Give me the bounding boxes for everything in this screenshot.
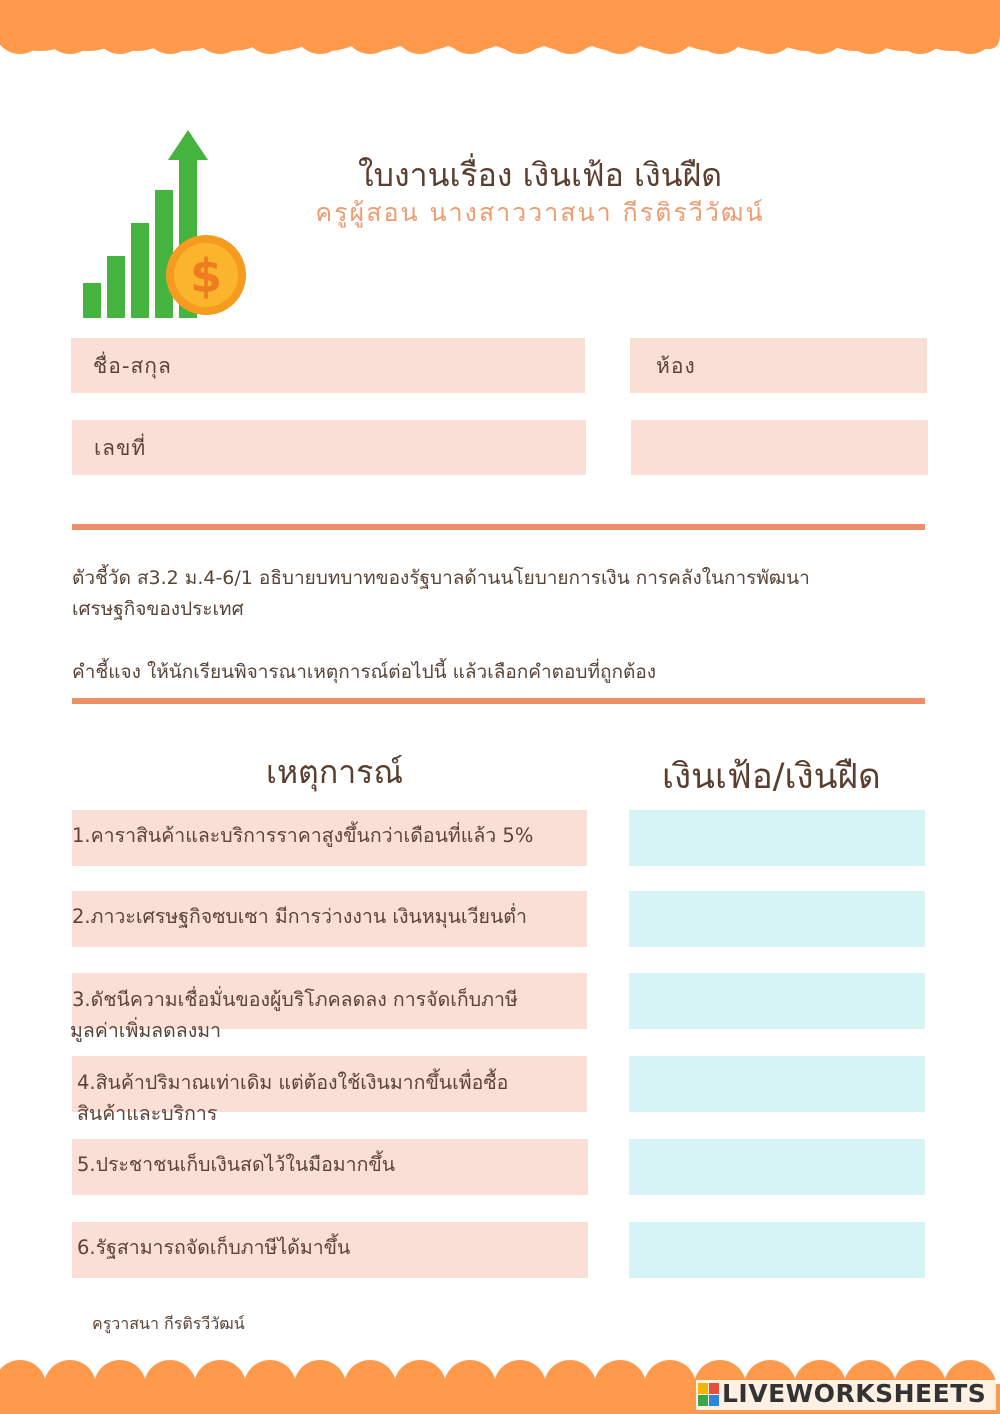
answer-field-4[interactable] [629, 1056, 925, 1112]
footer-teacher-name: ครูวาสนา กีรติรวีวัฒน์ [92, 1314, 245, 1333]
liveworksheets-brand-text: LIVEWORKSHEETS [722, 1379, 987, 1408]
event-text-6: 6.รัฐสามารถจัดเก็บภาษีได้มาขึ้น [77, 1236, 351, 1259]
event-row-6 [72, 1222, 588, 1278]
number-field[interactable] [72, 420, 586, 475]
top-scalloped-border [0, 0, 1000, 56]
event-column-header: เหตุการณ์ [266, 753, 404, 791]
room-label: ห้อง [656, 354, 696, 378]
divider-bottom [72, 698, 925, 704]
event-row-1 [72, 810, 587, 866]
event-row-3 [70, 973, 587, 1042]
liveworksheets-brand[interactable] [696, 1380, 996, 1410]
name-label: ชื่อ-สกุล [93, 354, 172, 378]
event-text-4-line-2: สินค้าและบริการ [77, 1102, 218, 1125]
number-label: เลขที่ [94, 436, 147, 460]
teacher-subtitle: ครูผู้สอน นางสาววาสนา กีรติรวีวัฒน์ [315, 198, 765, 227]
answer-column-header: เงินเฟ้อ/เงินฝืด [662, 757, 881, 797]
event-row-4 [72, 1056, 587, 1125]
answer-field-6[interactable] [629, 1222, 925, 1278]
svg-text:$: $ [189, 249, 223, 303]
room-field[interactable] [630, 338, 927, 393]
indicator-line-2: เศรษฐกิจของประเทศ [72, 598, 244, 620]
divider-top [72, 524, 925, 530]
liveworksheets-logo-icon [698, 1383, 720, 1407]
event-text-5: 5.ประชาชนเก็บเงินสดไว้ในมือมากขึ้น [77, 1153, 396, 1176]
event-row-2 [72, 891, 587, 947]
number-input-field[interactable] [631, 420, 928, 475]
event-text-3-line-1: 3.ดัชนีความเชื่อมั่นของผู้บริโภคลดลง การจัดเก็บภาษี [72, 988, 518, 1011]
answer-field-3[interactable] [629, 973, 925, 1029]
answer-field-5[interactable] [629, 1139, 925, 1195]
dollar-coin-icon [166, 235, 246, 315]
page-title: ใบงานเรื่อง เงินเฟ้อ เงินฝืด [358, 156, 722, 194]
indicator-line-1: ตัวชี้วัด ส3.2 ม.4-6/1 อธิบายบทบาทของรัฐบาลด้านนโยบายการเงิน การคลังในการพัฒนา [72, 567, 810, 589]
indicator-text [72, 563, 952, 625]
event-text-3-line-2: มูลค่าเพิ่มลดลงมา [70, 1019, 222, 1042]
event-text-1: 1.คาราสินค้าและบริการราคาสูงขึ้นกว่าเดือนที่แล้ว 5% [72, 824, 534, 847]
answer-field-2[interactable] [629, 891, 925, 947]
instruction-text: คำชี้แจง ให้นักเรียนพิจารณาเหตุการณ์ต่อไปนี้ แล้วเลือกคำตอบที่ถูกต้อง [72, 661, 657, 683]
event-text-4-line-1: 4.สินค้าปริมาณเท่าเดิม แต่ต้องใช้เงินมากขึ้นเพื่อซื้อ [77, 1071, 509, 1094]
event-text-2: 2.ภาวะเศรษฐกิจซบเซา มีการว่างงาน เงินหมุนเวียนต่ำ [72, 905, 527, 928]
answer-field-1[interactable] [629, 810, 925, 866]
name-field[interactable] [71, 338, 585, 393]
event-row-5 [72, 1139, 588, 1195]
